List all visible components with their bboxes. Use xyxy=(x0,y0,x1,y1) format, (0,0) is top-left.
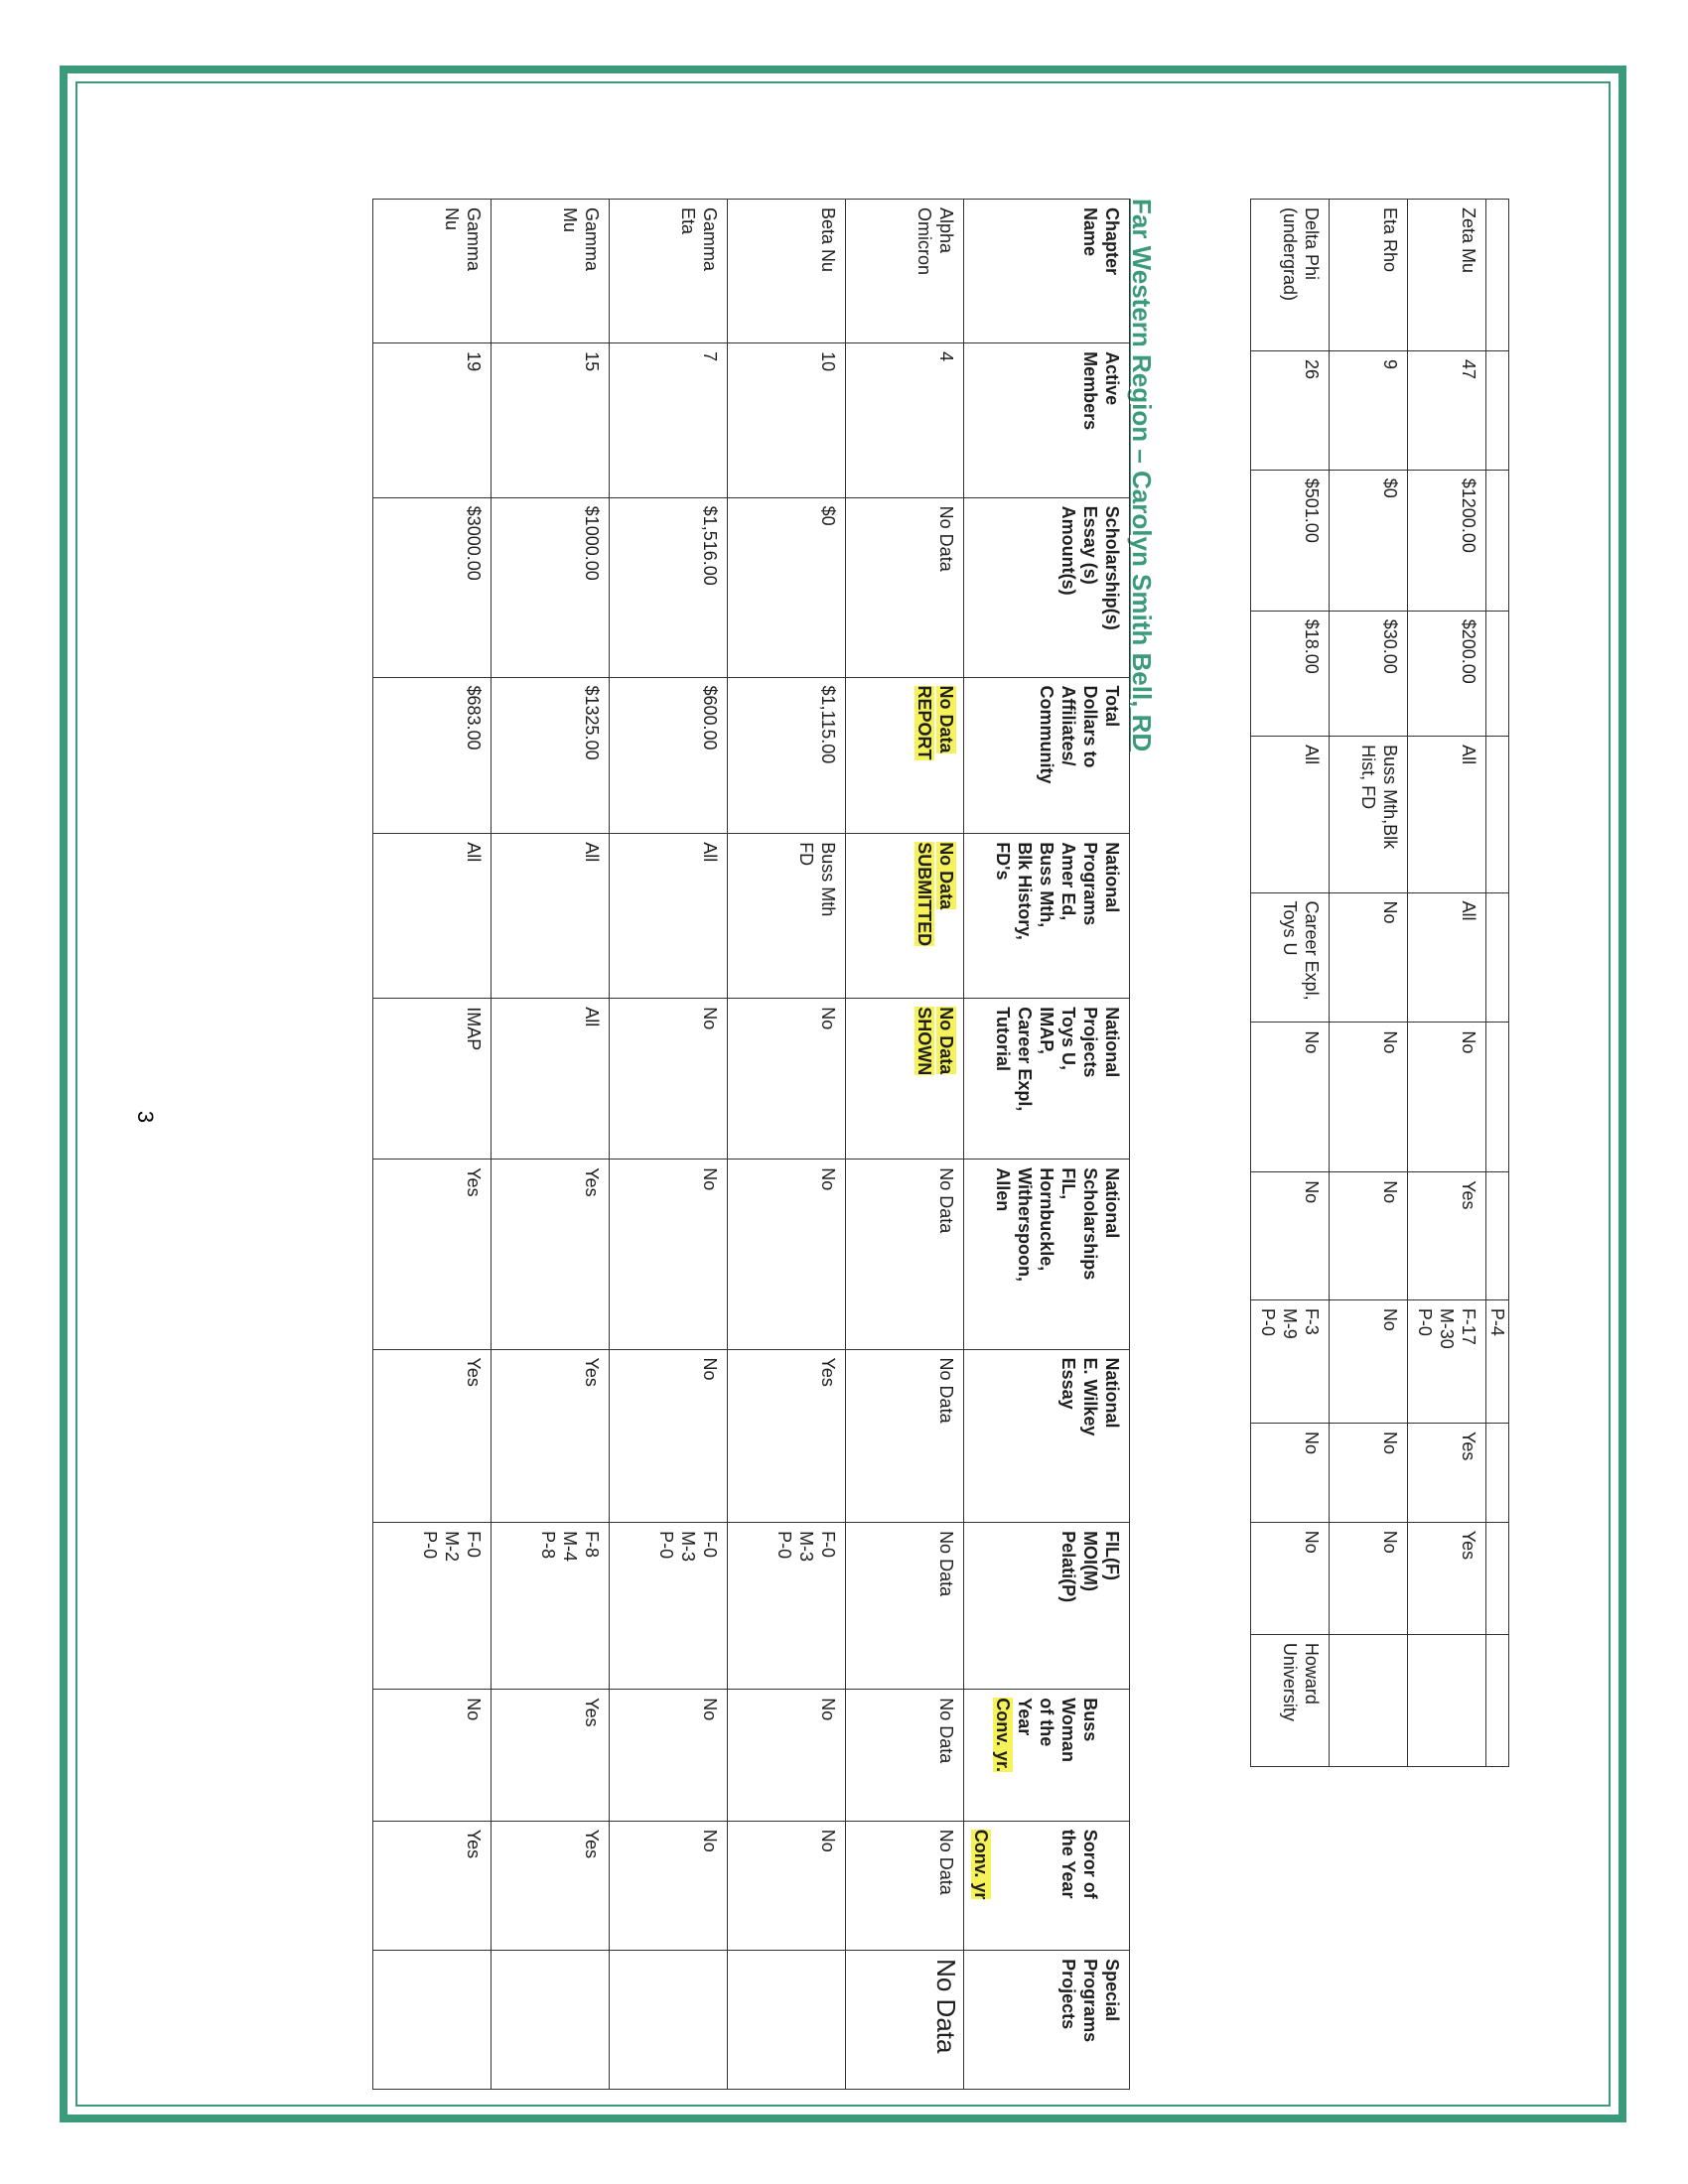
table-cell: Buss Mth,Blk Hist, FD xyxy=(1330,737,1408,892)
table-cell xyxy=(1486,892,1509,1023)
highlight-note: Conv. yr. xyxy=(993,1698,1013,1772)
table-cell xyxy=(1486,1522,1509,1634)
table-cell: No xyxy=(1251,1172,1330,1300)
table-cell: $0 xyxy=(728,497,846,677)
table-cell: 15 xyxy=(492,343,610,498)
table-cell: All xyxy=(610,834,728,999)
table-cell: Yes xyxy=(373,1349,492,1523)
column-header: National Projects Toys U, IMAP, Career Expl, Tutorial xyxy=(964,999,1130,1160)
table-cell: F-0 M-2 P-0 xyxy=(373,1523,492,1690)
table-cell: No Data xyxy=(846,1951,964,2090)
table-cell: Yes xyxy=(492,1690,610,1821)
table-cell xyxy=(1330,1634,1408,1766)
table-cell: $200.00 xyxy=(1408,611,1486,736)
chapter-name-cell: Alpha Omicron xyxy=(846,200,964,343)
table-cell xyxy=(846,677,964,834)
highlight-note: Conv. yr xyxy=(971,1829,991,1900)
table-cell: F-3 M-9 P-0 xyxy=(1251,1299,1330,1423)
table-cell: No xyxy=(610,1349,728,1523)
continued-chapter-table xyxy=(1250,199,1509,1767)
table-cell: $501.00 xyxy=(1251,470,1330,611)
chapter-name-cell: Beta Nu xyxy=(728,200,846,343)
table-cell: Career Expl, Toys U xyxy=(1251,892,1330,1023)
highlighted-text: No Data SUBMITTED xyxy=(914,842,956,947)
table-row xyxy=(1408,200,1486,1767)
table-cell: F-0 M-3 P-0 xyxy=(610,1523,728,1690)
table-cell: 19 xyxy=(373,343,492,498)
highlighted-text: No Data SHOWN xyxy=(914,1007,956,1076)
table-cell: No xyxy=(1330,1172,1408,1300)
table-cell: $18.00 xyxy=(1251,611,1330,736)
table-row xyxy=(610,200,728,2090)
table-cell: No xyxy=(1251,1424,1330,1523)
header-text: Soror of the Year xyxy=(1058,1829,1100,1899)
table-row xyxy=(846,200,964,2090)
column-header: Active Members xyxy=(964,343,1130,498)
table-cell: No xyxy=(610,1690,728,1821)
table-cell: No xyxy=(728,1690,846,1821)
chapter-name-cell: Eta Rho xyxy=(1330,200,1408,351)
highlighted-text: No Data REPORT xyxy=(914,685,956,760)
table-cell: $3000.00 xyxy=(373,497,492,677)
table-cell: No xyxy=(373,1690,492,1821)
table-cell: $1000.00 xyxy=(492,497,610,677)
column-header: National E. Wilkey Essay xyxy=(964,1349,1130,1523)
table-cell: No xyxy=(1330,892,1408,1023)
table-cell: All xyxy=(1251,737,1330,892)
chapter-name-cell: Delta Phi (undergrad) xyxy=(1251,200,1330,351)
chapter-name-cell: Zeta Mu xyxy=(1408,200,1486,351)
table-cell xyxy=(1486,737,1509,892)
table-row xyxy=(728,200,846,2090)
table-row xyxy=(1330,200,1408,1767)
region-title: Far Western Region – Carolyn Smith Bell, RD xyxy=(1127,199,1157,752)
table-cell xyxy=(1486,611,1509,736)
table-cell: No xyxy=(610,999,728,1160)
table-row xyxy=(492,200,610,2090)
table-cell xyxy=(610,1951,728,2090)
column-header: Scholarship(s) Essay (s) Amount(s) xyxy=(964,497,1130,677)
table-cell: Yes xyxy=(492,1160,610,1349)
table-cell: 9 xyxy=(1330,351,1408,471)
table-cell xyxy=(1486,1424,1509,1523)
table-cell xyxy=(846,834,964,999)
column-header xyxy=(964,1821,1130,1950)
rotated-content xyxy=(238,199,1509,2054)
table-cell: No Data xyxy=(846,1523,964,1690)
table-cell: $1325.00 xyxy=(492,677,610,834)
table-cell: 4 xyxy=(846,343,964,498)
table-cell xyxy=(1486,1023,1509,1172)
table-cell: No xyxy=(728,999,846,1160)
table-cell: No xyxy=(610,1160,728,1349)
table-cell: No xyxy=(1251,1522,1330,1634)
table-cell: IMAP xyxy=(373,999,492,1160)
table-cell: Buss Mth FD xyxy=(728,834,846,999)
table-cell: $1,516.00 xyxy=(610,497,728,677)
table-cell: No xyxy=(610,1821,728,1950)
table-cell: Yes xyxy=(373,1821,492,1950)
table-cell xyxy=(492,1951,610,2090)
table-cell: F-0 M-3 P-0 xyxy=(728,1523,846,1690)
column-header: FIL(F) MOI(M) Pelati(P) xyxy=(964,1523,1130,1690)
header-text: Buss Woman of the Year xyxy=(1015,1698,1100,1762)
table-cell xyxy=(728,1951,846,2090)
table-cell: Yes xyxy=(492,1821,610,1950)
table-cell: $1200.00 xyxy=(1408,470,1486,611)
table-cell: $600.00 xyxy=(610,677,728,834)
table-cell xyxy=(1486,351,1509,471)
column-header xyxy=(964,1690,1130,1821)
table-cell: 47 xyxy=(1408,351,1486,471)
far-western-region-table xyxy=(372,199,1130,2090)
table-cell: P-4 xyxy=(1486,1299,1509,1423)
table-cell: No xyxy=(1330,1522,1408,1634)
page-number: 3 xyxy=(133,1110,159,1124)
table-cell: Yes xyxy=(492,1349,610,1523)
table-cell: No Data xyxy=(846,497,964,677)
table-cell: Yes xyxy=(1408,1172,1486,1300)
table-cell: F-8 M-4 P-8 xyxy=(492,1523,610,1690)
table-cell: No Data xyxy=(846,1690,964,1821)
table-cell: $0 xyxy=(1330,470,1408,611)
table-cell xyxy=(1486,1172,1509,1300)
table-cell: No xyxy=(1251,1023,1330,1172)
table-cell xyxy=(1408,1634,1486,1766)
table-row xyxy=(1486,200,1509,1767)
table-cell xyxy=(1486,470,1509,611)
column-header: National Scholarships FIL, Hornbuckle, Witherspoon, Allen xyxy=(964,1160,1130,1349)
table-cell: No xyxy=(1330,1424,1408,1523)
table-cell: No Data xyxy=(846,1821,964,1950)
table-cell: All xyxy=(492,834,610,999)
table-cell: No xyxy=(728,1821,846,1950)
table-cell: $30.00 xyxy=(1330,611,1408,736)
column-header: National Programs Amer Ed, Buss Mth, Blk History, FD's xyxy=(964,834,1130,999)
column-header: Special Programs Projects xyxy=(964,1951,1130,2090)
table-cell: No xyxy=(1408,1023,1486,1172)
table-cell: Howard University xyxy=(1251,1634,1330,1766)
table-cell: $683.00 xyxy=(373,677,492,834)
table-cell: No Data xyxy=(846,1160,964,1349)
table-cell: No xyxy=(728,1160,846,1349)
table-cell xyxy=(1486,1634,1509,1766)
table-cell xyxy=(1486,200,1509,351)
table-cell: 26 xyxy=(1251,351,1330,471)
table-cell xyxy=(846,999,964,1160)
column-header: Chapter Name xyxy=(964,200,1130,343)
table-cell: All xyxy=(1408,892,1486,1023)
table-cell: Yes xyxy=(728,1349,846,1523)
table-cell: F-17 M-30 P-0 xyxy=(1408,1299,1486,1423)
table-cell: All xyxy=(373,834,492,999)
table-cell: No xyxy=(1330,1023,1408,1172)
chapter-name-cell: Gamma Eta xyxy=(610,200,728,343)
chapter-name-cell: Gamma Mu xyxy=(492,200,610,343)
table-cell: All xyxy=(1408,737,1486,892)
header-row xyxy=(964,200,1130,2090)
table-cell: Yes xyxy=(1408,1424,1486,1523)
table-cell xyxy=(373,1951,492,2090)
table-cell: Yes xyxy=(373,1160,492,1349)
chapter-name-cell: Gamma Nu xyxy=(373,200,492,343)
table-row xyxy=(373,200,492,2090)
column-header: Total Dollars to Affiliates/ Community xyxy=(964,677,1130,834)
table-row xyxy=(1251,200,1330,1767)
table-cell: No xyxy=(1330,1299,1408,1423)
table-cell: 10 xyxy=(728,343,846,498)
table-cell: No Data xyxy=(846,1349,964,1523)
table-cell: All xyxy=(492,999,610,1160)
table-cell: 7 xyxy=(610,343,728,498)
table-cell: Yes xyxy=(1408,1522,1486,1634)
table-cell: $1,115.00 xyxy=(728,677,846,834)
